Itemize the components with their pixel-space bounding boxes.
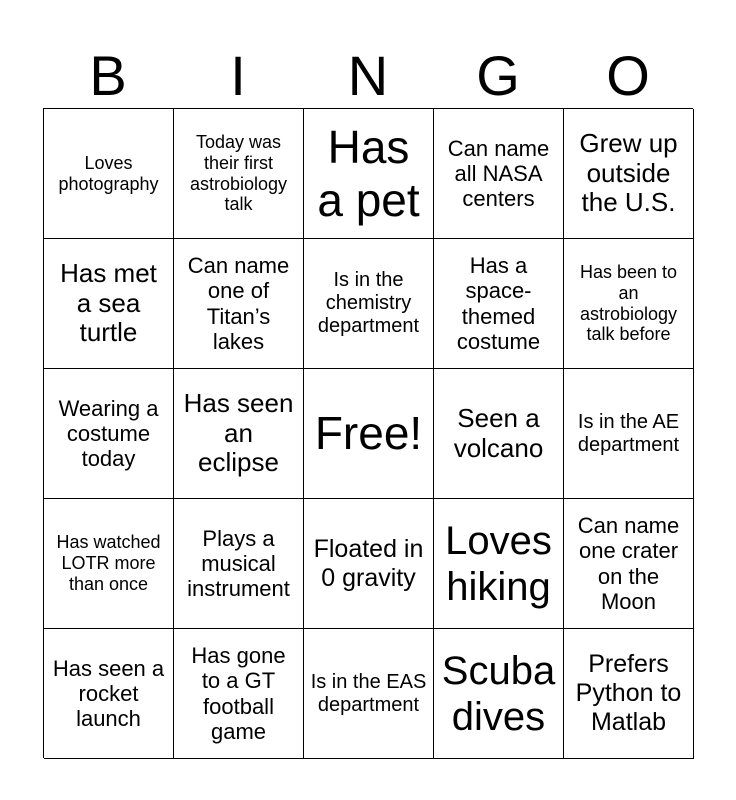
free-space-cell[interactable] xyxy=(304,369,434,499)
bingo-cell[interactable] xyxy=(304,239,434,369)
bingo-cell[interactable] xyxy=(44,629,174,759)
cell-text: Loves hiking xyxy=(445,518,552,609)
bingo-cell[interactable] xyxy=(44,239,174,369)
bingo-cell[interactable] xyxy=(564,239,694,369)
bingo-cell[interactable] xyxy=(434,369,564,499)
bingo-cell[interactable] xyxy=(304,499,434,629)
bingo-cell[interactable] xyxy=(304,109,434,239)
bingo-cell[interactable] xyxy=(44,369,174,499)
bingo-grid xyxy=(43,108,693,758)
cell-text: Has seen an eclipse xyxy=(183,387,294,478)
bingo-cell[interactable] xyxy=(174,109,304,239)
cell-text: Today was their first astrobiology talk xyxy=(189,132,288,215)
cell-text: Can name one crater on the Moon xyxy=(577,512,680,614)
bingo-cell[interactable] xyxy=(174,499,304,629)
cell-text: Loves photography xyxy=(58,152,159,194)
cell-text: Seen a volcano xyxy=(453,402,544,463)
bingo-cell[interactable] xyxy=(564,369,694,499)
bingo-cell[interactable] xyxy=(304,629,434,759)
cell-text: Is in the chemistry department xyxy=(317,269,420,337)
header-letter-n: N xyxy=(347,44,389,107)
cell-text: Wearing a costume today xyxy=(58,395,159,472)
free-space-text: Free! xyxy=(314,407,423,460)
cell-text: Has watched LOTR more than once xyxy=(56,532,161,594)
bingo-cell[interactable] xyxy=(434,109,564,239)
header-letter-b: B xyxy=(89,44,127,107)
bingo-cell[interactable] xyxy=(174,239,304,369)
header-letter-o: O xyxy=(606,44,650,107)
cell-text: Can name all NASA centers xyxy=(447,135,550,212)
cell-text: Has been to an astrobiology talk before xyxy=(579,262,678,345)
bingo-cell[interactable] xyxy=(434,499,564,629)
bingo-cell[interactable] xyxy=(174,369,304,499)
bingo-header xyxy=(43,44,693,108)
cell-text: Has a space-themed costume xyxy=(456,252,541,354)
cell-text: Has seen a rocket launch xyxy=(52,655,165,732)
cell-text: Prefers Python to Matlab xyxy=(575,650,682,736)
bingo-cell[interactable] xyxy=(564,499,694,629)
cell-text: Grew up outside the U.S. xyxy=(579,127,678,218)
header-letter-i: I xyxy=(230,44,246,107)
bingo-cell[interactable] xyxy=(44,499,174,629)
bingo-cell[interactable] xyxy=(564,109,694,239)
bingo-cell[interactable] xyxy=(434,239,564,369)
bingo-cell[interactable] xyxy=(44,109,174,239)
bingo-cell[interactable] xyxy=(564,629,694,759)
cell-text: Has a pet xyxy=(317,120,420,226)
cell-text: Is in the AE department xyxy=(577,410,680,456)
cell-text: Plays a musical instrument xyxy=(187,525,290,602)
cell-text: Is in the EAS department xyxy=(310,670,427,716)
bingo-cell[interactable] xyxy=(174,629,304,759)
cell-text: Can name one of Titan’s lakes xyxy=(187,252,290,354)
cell-text: Floated in 0 gravity xyxy=(313,534,424,592)
cell-text: Has gone to a GT football game xyxy=(191,642,286,744)
bingo-cell[interactable] xyxy=(434,629,564,759)
cell-text: Has met a sea turtle xyxy=(60,257,157,348)
cell-text: Scuba dives xyxy=(441,648,556,739)
header-letter-g: G xyxy=(476,44,520,107)
